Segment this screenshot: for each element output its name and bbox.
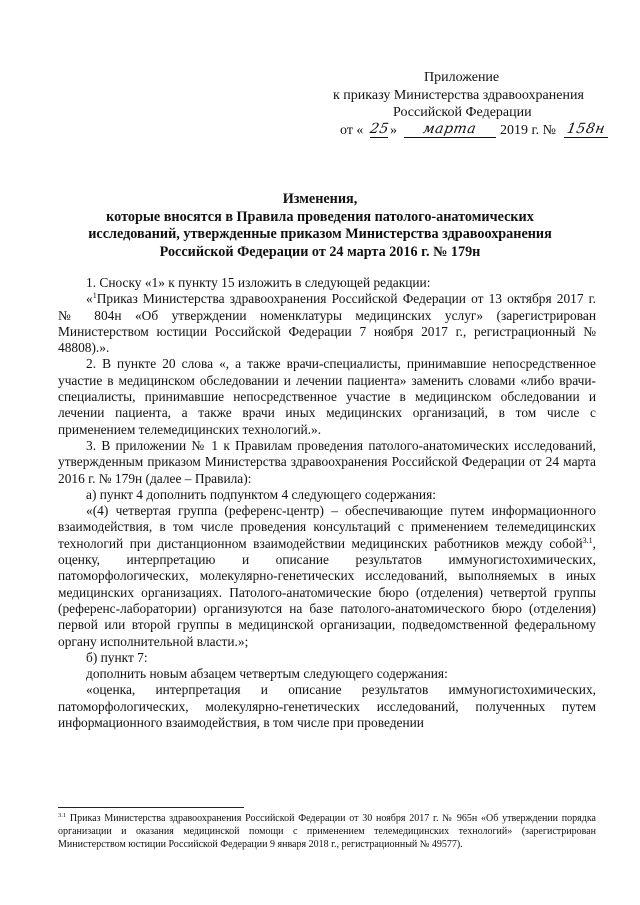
appendix-order-line: к приказу Министерства здравоохранения	[333, 87, 584, 103]
paragraph-3: 2. В пункте 20 слова «, а также врачи-специалисты, принимавшие непосредственное участие в медицинском обследовании и лечении пациента» заменить словами «либо врачи-специалисты, принимавшие непосредственное участие в медицинском обследовании и лечении пациента, а также врачи иных медицинских организаций, в том числе с применением телемедицинских технологий.».	[58, 356, 596, 437]
appendix-header	[0, 69, 640, 139]
date-prefix: от «	[340, 122, 364, 138]
order-number-handwritten: 158н	[565, 120, 607, 137]
footnote-ref-1: 1	[92, 291, 97, 301]
document-body	[58, 275, 596, 731]
paragraph-8: дополнить новым абзацем четвертым следующего содержания:	[86, 666, 448, 682]
title-heading: Изменения,	[282, 191, 358, 207]
paragraph-5: а) пункт 4 дополнить подпунктом 4 следующего содержания:	[86, 486, 436, 502]
appendix-country-line: Российской Федерации	[393, 105, 532, 120]
paragraph-1: 1. Сноску «1» к пункту 15 изложить в следующей редакции:	[86, 275, 431, 290]
date-separator: »	[390, 122, 397, 138]
paragraph-7: б) пункт 7:	[86, 649, 148, 665]
footnote-divider	[58, 807, 244, 808]
footnote-ref-3-1: 3.1	[582, 535, 593, 545]
date-year: 2019 г. №	[500, 122, 557, 138]
footnote-marker: 3.1	[58, 812, 67, 819]
appendix-date-line	[0, 122, 640, 140]
appendix-label: Приложение	[424, 70, 500, 85]
paragraph-4: 3. В приложении № 1 к Правилам проведения патолого-анатомических исследований, утвержденным приказом Министерства здравоохранения Российской Федерации от 24 марта 2016 г. № 179н (далее – Правила):	[58, 437, 596, 486]
paragraph-6: «(4) четвертая группа (референс-центр) – обеспечивающие путем информационного взаимодействия, в том числе проведения консультаций с применением телемедицинских технологий при дистанционном взаимодействии медицинских работников между собой$^{3.1}$, оценку, интерпретацию и описание результатов иммуногистохимических, патоморфологических, молекулярно-генетических исследований, выполняемых в иных медицинских организациях. Патолого-анатомические бюро (отделения) четвертой группы (референс-лаборатории) организуются на базе патолого-анатомического бюро (отделения) первой или второй группы в медицинской организации, подведомственной федеральному органу исполнительной власти.»;	[58, 503, 596, 649]
title-subheading: которые вносятся в Правила проведения патолого-анатомических исследований, утвержденные приказом Министерства здравоохранения Российской Федерации от 24 марта 2016 г. № 179н	[88, 208, 552, 260]
date-month-handwritten: марта	[404, 122, 496, 138]
date-day-handwritten: 25	[368, 120, 391, 137]
paragraph-9: «оценка, интерпретация и описание результатов иммуногистохимических, патоморфологических, молекулярно-генетических исследований, полученных путем информационного взаимодействия, в том числе при проведении	[58, 682, 596, 731]
footnote-text: Приказ Министерства здравоохранения Российской Федерации от 30 ноября 2017 г. № 965н «Об утверждении порядка организации и оказания медицинской помощи с применением телемедицинских технологий» (зарегистрирован Министерством юстиции Российской Федерации 9 января 2018 г., регистрационный № 49577).	[58, 813, 596, 850]
paragraph-2: «$^1$Приказ Министерства здравоохранения Российской Федерации от 13 октября 2017 г. № 804н «Об утверждении номенклатуры медицинских услуг» (зарегистрирован Министерством юстиции Российской Федерации 7 ноября 2017 г., регистрационный № 48808).».	[58, 291, 596, 356]
footnote	[58, 812, 596, 851]
document-title	[60, 191, 580, 261]
